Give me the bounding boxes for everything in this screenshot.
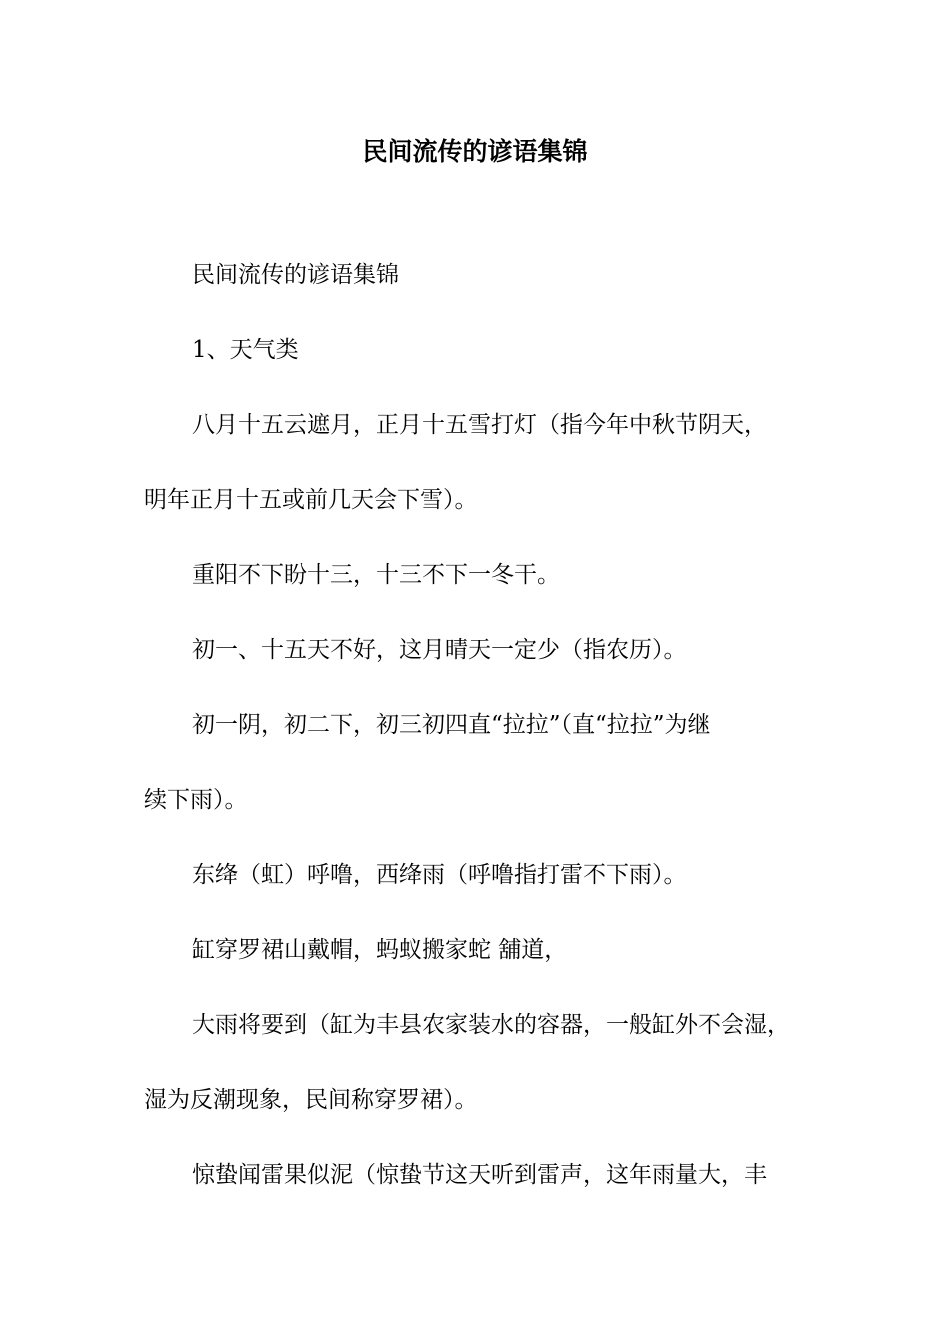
- paragraph-line: 东绛（虹）呼噜，西绛雨（呼噜指打雷不下雨）。: [192, 862, 687, 888]
- proverb-paragraph: [144, 613, 814, 688]
- paragraph-line: 八月十五云遮月，正月十五雪打灯（指今年中秋节阴天，: [192, 412, 767, 438]
- paragraph-line: 大雨将要到（缸为丰县农家装水的容器，一般缸外不会湿，: [192, 1012, 790, 1038]
- proverb-paragraph: [144, 688, 814, 838]
- proverb-paragraph: [144, 388, 814, 538]
- document-title: 民间流传的谚语集锦: [362, 137, 588, 166]
- paragraph-line: 明年正月十五或前几天会下雪）。: [144, 487, 478, 513]
- proverb-paragraph: [144, 988, 814, 1138]
- paragraph-line: 民间流传的谚语集锦: [192, 262, 399, 288]
- paragraph-line: 1、天气类: [192, 337, 299, 363]
- paragraph-line: 重阳不下盼十三，十三不下一冬干。: [192, 562, 560, 588]
- paragraph-line: 初一、十五天不好，这月晴天一定少（指农历）。: [192, 637, 687, 663]
- paragraph-line: 湿为反潮现象，民间称穿罗裙）。: [144, 1087, 478, 1113]
- proverb-paragraph: [144, 838, 814, 913]
- proverb-paragraph: [144, 913, 814, 988]
- proverb-paragraph: [144, 1138, 814, 1213]
- section-heading-weather: [144, 313, 814, 388]
- proverb-paragraph: [144, 538, 814, 613]
- paragraph-line: 缸穿罗裙山戴帽，蚂蚁搬家蛇 舖道，: [192, 937, 568, 963]
- paragraph-line: 续下雨）。: [144, 787, 248, 813]
- paragraph-line: 初一阴，初二下，初三初四直“拉拉”（直“拉拉”为继: [192, 712, 711, 738]
- paragraph-line: 惊蛰闻雷果似泥（惊蛰节这天听到雷声，这年雨量大，丰: [192, 1162, 767, 1188]
- paragraph-heading: [144, 238, 814, 313]
